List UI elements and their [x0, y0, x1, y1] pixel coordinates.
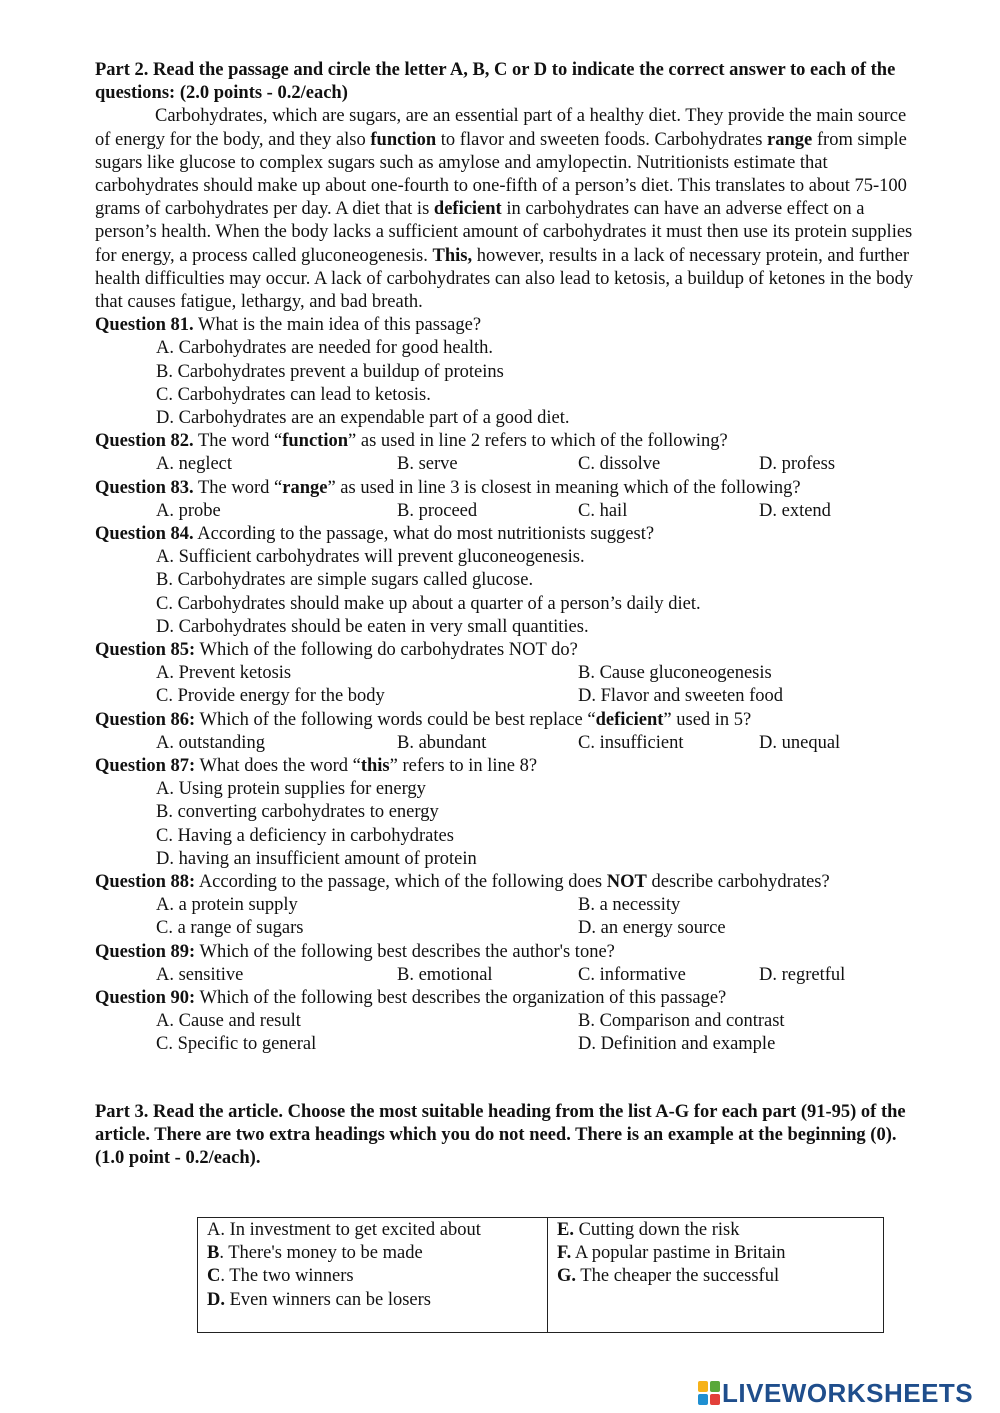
option-b[interactable]: B. Carbohydrates prevent a buildup of proteins: [156, 361, 504, 382]
option-b[interactable]: B. Comparison and contrast: [578, 1011, 785, 1032]
word-range: range: [767, 129, 813, 150]
question-86: Question 86: Which of the following words could be best replace “deficient” used in 5?: [95, 709, 752, 730]
headings-column-right: [548, 1218, 883, 1332]
question-85-options: [95, 662, 925, 708]
option-a[interactable]: A. outstanding: [156, 732, 265, 753]
question-88-options: [95, 894, 925, 940]
question-88: Question 88: According to the passage, which of the following does NOT describe carbohydrates?: [95, 872, 830, 893]
option-d[interactable]: D. an energy source: [578, 918, 726, 939]
option-b[interactable]: B. Cause gluconeogenesis: [578, 663, 772, 684]
option-c[interactable]: C. hail: [578, 500, 628, 521]
option-b[interactable]: B. Carbohydrates are simple sugars called glucose.: [156, 570, 534, 591]
option-a[interactable]: A. Using protein supplies for energy: [156, 779, 426, 800]
option-a[interactable]: A. probe: [156, 500, 221, 521]
question-89: Question 89: Which of the following best describes the author's tone?: [95, 941, 615, 962]
part2-heading: Part 2. Read the passage and circle the letter A, B, C or D to indicate the correct answer to each of the questions: (2.0 points - 0.2/each): [95, 60, 896, 104]
question-84: Question 84. According to the passage, what do most nutritionists suggest?: [95, 524, 655, 545]
heading-b: B. There's money to be made: [207, 1243, 423, 1264]
option-b[interactable]: B. serve: [397, 454, 458, 475]
part3-heading: Part 3. Read the article. Choose the most suitable heading from the list A-G for each part (91-95) of the article. There are two extra headings which you do not need. There is an example at the beginning (0). (1.0 point - 0.2/each).: [95, 1102, 906, 1169]
question-84-options: [95, 546, 925, 639]
option-b[interactable]: B. abundant: [397, 732, 487, 753]
word-deficient: deficient: [433, 199, 502, 220]
option-b[interactable]: B. proceed: [397, 500, 478, 521]
option-c[interactable]: C. Carbohydrates should make up about a quarter of a person’s daily diet.: [156, 593, 701, 614]
headings-column-left: [198, 1218, 548, 1332]
heading-f: F. A popular pastime in Britain: [557, 1243, 786, 1264]
heading-c: C. The two winners: [207, 1266, 354, 1287]
option-a[interactable]: A. neglect: [156, 454, 233, 475]
option-a[interactable]: A. Carbohydrates are needed for good health.: [156, 338, 493, 359]
headings-list-table: [197, 1217, 884, 1333]
option-c[interactable]: C. informative: [578, 964, 686, 985]
question-82: Question 82. The word “function” as used in line 2 refers to which of the following?: [95, 431, 728, 452]
word-this: This,: [432, 245, 473, 266]
question-87: Question 87: What does the word “this” refers to in line 8?: [95, 756, 538, 777]
option-a[interactable]: A. Cause and result: [156, 1011, 301, 1032]
word-function: function: [370, 129, 437, 150]
heading-a: A. In investment to get excited about: [207, 1220, 481, 1240]
liveworksheets-logo[interactable]: [698, 1378, 973, 1408]
option-d[interactable]: D. Flavor and sweeten food: [578, 686, 783, 707]
option-d[interactable]: D. Carbohydrates are an expendable part of a good diet.: [156, 408, 570, 429]
option-d[interactable]: D. Carbohydrates should be eaten in very small quantities.: [156, 616, 589, 637]
question-87-options: [95, 778, 925, 871]
question-89-options: [95, 964, 925, 987]
option-c[interactable]: C. Provide energy for the body: [156, 686, 385, 707]
option-a[interactable]: A. sensitive: [156, 964, 244, 985]
option-c[interactable]: C. insufficient: [578, 732, 684, 753]
option-b[interactable]: B. converting carbohydrates to energy: [156, 802, 439, 823]
option-d[interactable]: D. profess: [759, 454, 836, 475]
option-c[interactable]: C. a range of sugars: [156, 918, 304, 939]
option-a[interactable]: A. a protein supply: [156, 895, 298, 916]
question-81: Question 81. What is the main idea of this passage?: [95, 315, 482, 336]
question-90: Question 90: Which of the following best describes the organization of this passage?: [95, 988, 727, 1009]
reading-passage: Carbohydrates, which are sugars, are an essential part of a healthy diet. They provide the main source of energy for the body, and they also function to flavor and sweeten foods. Carbohydrates range from simple sugars like glucose to complex sugars such as amylose and amylopectin. Nutritionists estimate that carbohydrates should make up about one-fourth to one-fifth of a person’s diet. This translates to about 75-100 grams of carbohydrates per day. A diet that is deficient in carbohydrates can have an adverse effect on a person’s health. When the body lacks a sufficient amount of carbohydrates it must then use its protein supplies for energy, a process called gluconeogenesis. This, however, results in a lack of necessary protein, and further health difficulties may occur. A lack of carbohydrates can also lead to ketosis, a buildup of ketones in the body that causes fatigue, lethargy, and bad breath.: [95, 106, 914, 313]
heading-d: D. Even winners can be losers: [207, 1289, 432, 1310]
option-d[interactable]: D. Definition and example: [578, 1034, 776, 1055]
option-b[interactable]: B. emotional: [397, 964, 493, 985]
heading-g: G. The cheaper the successful: [557, 1266, 780, 1287]
question-83: Question 83. The word “range” as used in line 3 is closest in meaning which of the following?: [95, 477, 801, 498]
option-b[interactable]: B. a necessity: [578, 895, 681, 916]
option-c[interactable]: C. Carbohydrates can lead to ketosis.: [156, 384, 431, 405]
question-82-options: [95, 453, 925, 476]
question-83-options: [95, 500, 925, 523]
logo-text: LIVEWORKSHEETS: [722, 1377, 974, 1408]
option-d[interactable]: D. extend: [759, 500, 831, 521]
option-d[interactable]: D. regretful: [759, 964, 846, 985]
option-c[interactable]: C. Specific to general: [156, 1034, 317, 1055]
heading-e: E. Cutting down the risk: [557, 1220, 740, 1240]
liveworksheets-logo-icon: [698, 1381, 720, 1405]
question-90-options: [95, 1010, 925, 1056]
option-a[interactable]: A. Prevent ketosis: [156, 663, 292, 684]
option-c[interactable]: C. Having a deficiency in carbohydrates: [156, 825, 454, 846]
worksheet-page: [95, 59, 925, 1057]
option-a[interactable]: A. Sufficient carbohydrates will prevent gluconeogenesis.: [156, 547, 585, 568]
option-d[interactable]: D. unequal: [759, 732, 841, 753]
question-85: Question 85: Which of the following do carbohydrates NOT do?: [95, 640, 578, 661]
option-d[interactable]: D. having an insufficient amount of protein: [156, 848, 477, 869]
question-81-options: [95, 337, 925, 430]
question-86-options: [95, 732, 925, 755]
option-c[interactable]: C. dissolve: [578, 454, 661, 475]
